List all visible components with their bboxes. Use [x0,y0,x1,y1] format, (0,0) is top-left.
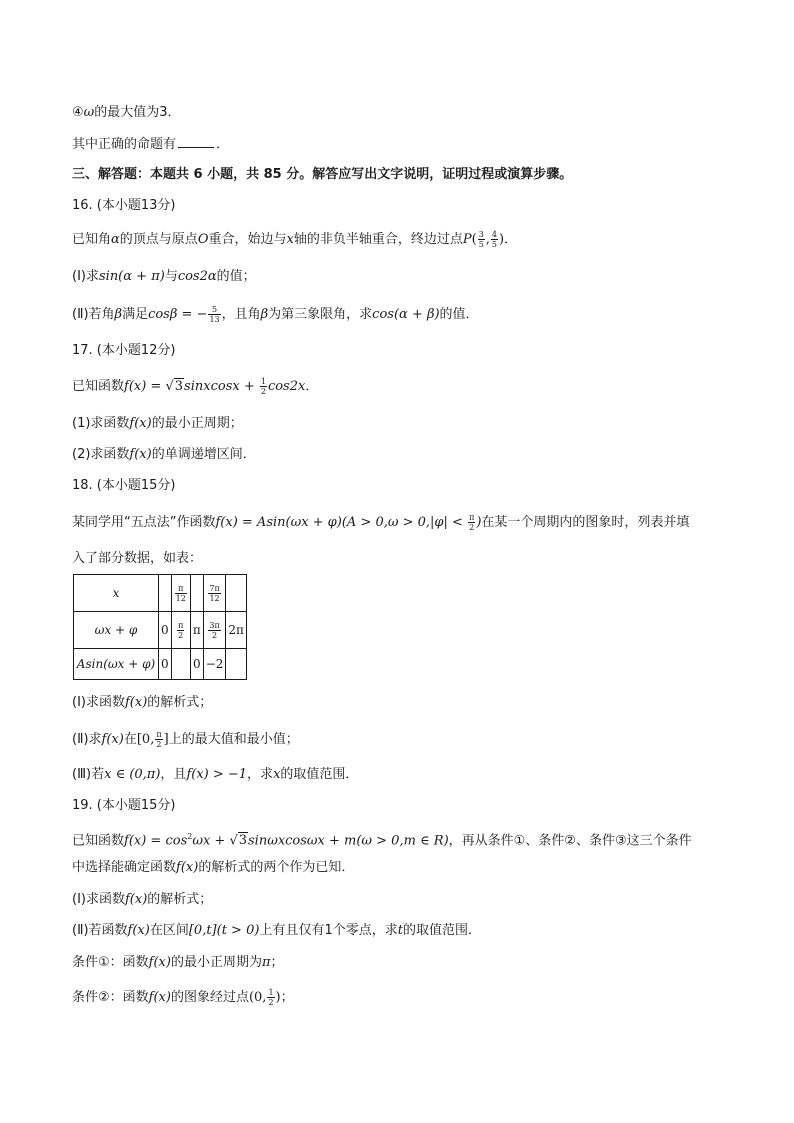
q19-function-rest: sinωxcosωx + m(ω > 0,m ∈ R) [248,833,449,849]
frac-cell [208,584,220,603]
frac-num: π [156,730,162,739]
frac-pi-2 [155,730,162,749]
frac-4-5 [491,230,498,249]
table-cell: π [190,612,203,649]
q17-dot: ． [305,379,319,394]
cond2-b: 的图象经过点 [170,990,249,1005]
cond1-c: ； [270,955,284,970]
q18-part2-c: 上的最大值和最小值； [168,732,299,747]
omega-x-expr: ωx + [192,833,230,849]
fx-expr: f(x) [176,860,199,875]
q17-stem-a: 已知函数 [72,379,125,394]
frac-den: 12 [175,593,186,603]
condition-1 [72,954,284,972]
section-heading: 三、解答题：本题共 6 小题，共 85 分。解答应写出文字说明，证明过程或演算步骤。 [72,167,573,182]
fx-expr: f(x) [129,416,152,431]
circled-4: ④ [72,105,84,120]
cos-beta-expr: cosβ = − [148,307,208,322]
cond2-c: ； [280,990,294,1005]
q19-part1-a: (Ⅰ)求函数 [72,892,125,907]
q16-part2-a: (Ⅱ)若角 [72,307,115,322]
q19-stem-d: 的解析式的两个作为已知． [198,860,355,875]
q16-part1-b: 与 [164,269,178,284]
table-header-value: Asin(ωx + φ) [74,649,159,680]
omega-var: ω [83,105,95,120]
frac-den: 2 [212,630,218,640]
q17-part1-a: (1)求函数 [72,416,130,431]
q19-stem-c: 中选择能确定函数 [72,860,177,875]
sin-expr: sin(α + π) [98,269,165,284]
q19-stem-cont [72,859,354,877]
q17-part2-b: 的单调递增区间． [151,447,256,462]
q18-part3-c: ，求 [247,767,274,782]
interval-expr: [0,t](t > 0) [188,923,260,938]
q19-stem-a: 已知函数 [72,833,125,849]
sqrt-3: √3 [229,833,248,849]
frac-cell [177,621,184,640]
pi-value: π [261,955,271,970]
table-cell [171,575,190,612]
q17-title: 17. (本小题12分) [72,343,176,358]
q16-part2-e: 的值． [439,307,479,322]
q16-part1-c: 的值； [216,269,256,284]
table-cell [171,649,190,680]
q16-stem-a: 已知角 [72,232,112,247]
q16-stem-c: 重合，始边与 [208,232,287,247]
exponent: 2 [187,832,193,841]
q18-function-expr: f(x) = Asin(ωx + φ)(A > 0,ω > 0,|φ| < [215,515,468,530]
q16-part2-b: 满足 [122,307,149,322]
q19-part2-d: 的取值范围． [402,923,481,938]
q17-stem [72,377,318,396]
table-header-phase: ωx + φ [74,612,159,649]
frac-den: 2 [268,998,274,1007]
paren-close: ) [476,515,482,530]
t-var: t [397,923,403,938]
cond1-a: 条件①：函数 [72,955,149,970]
table-cell [171,612,190,649]
table-cell [226,575,247,612]
q18-part1-b: 的解析式； [147,695,213,710]
q16-stem-e: ． [504,232,518,247]
table-cell: 0 [190,649,203,680]
q16-stem-d: 轴的非负半轴重合，终边过点 [293,232,463,247]
table-cell [159,575,172,612]
cos-sum-expr: cos(α + β) [372,307,440,322]
paren-close: ) [499,232,505,247]
x-var: x [273,767,281,782]
fx-expr: f(x) [129,447,152,462]
point-open: (0, [248,990,267,1005]
table-cell [226,649,247,680]
frac-cell [175,584,187,603]
sqrt-radicand: 3 [174,379,184,394]
table-cell [203,575,226,612]
q18-part3-b: ，且 [160,767,187,782]
origin-var: O [197,232,209,247]
q17-part2 [72,446,256,464]
frac-num: 4 [491,230,498,239]
q17-part2-a: (2)求函数 [72,447,130,462]
fx-expr: f(x) [101,732,124,747]
frac-1-2 [260,377,267,396]
q16-part1 [72,268,256,286]
table-cell [203,612,226,649]
q18-part3 [72,766,358,784]
q19-part2-c: 上有且仅有1个零点，求 [259,923,398,938]
q19-stem [72,828,692,850]
beta-var: β [260,307,269,322]
fx-expr: f(x) [124,892,148,907]
frac-num: 1 [260,377,266,386]
fx-expr: f(x) [148,955,171,970]
q19-part2-b: 在区间 [149,923,189,938]
q18-part1-a: (Ⅰ)求函数 [72,695,125,710]
table-row [74,649,247,680]
frac-num: π [175,584,187,594]
cos2x-expr: cos2x [267,379,306,394]
frac-den: 2 [156,740,162,749]
q16-stem-b: 的顶点与原点 [119,232,198,247]
frac-den: 13 [209,315,220,324]
answer-blank [178,135,214,148]
frac-den: 5 [491,240,498,249]
q19-part1-b: 的解析式； [147,892,213,907]
frac-num: 3π [209,620,220,630]
q19-stem-b: ，再从条件①、条件②、条件③这三个条件 [448,833,692,849]
inequality-expr: f(x) > −1 [186,767,248,782]
point-close: ) [275,990,281,1005]
q18-part2-b: 在 [123,732,137,747]
q18-stem-b: 在某一个周期内的图象时，列表并填 [481,515,690,530]
q19-part2 [72,922,481,940]
frac-1-2 [267,988,274,1007]
q16-part2-c: ，且角 [221,307,261,322]
q19-part1 [72,891,212,909]
frac-5-13 [208,305,220,324]
fill-blank-text: 其中正确的命题有 [72,137,177,152]
cond1-b: 的最小正周期为 [170,955,262,970]
frac-num: 3 [478,230,484,239]
frac-den: 12 [209,593,220,603]
q16-part2-d: 为第三象限角，求 [268,307,373,322]
frac-den: 2 [178,630,184,640]
table-header-x: x [74,575,159,612]
q19-title: 19. (本小题15分) [72,798,176,813]
q18-title: 18. (本小题15分) [72,478,176,493]
q17-part1 [72,415,243,433]
fx-expr: f(x) [124,695,148,710]
frac-cell [208,621,220,640]
beta-var: β [114,307,123,322]
table-row [74,575,247,612]
fx-cos-expr: f(x) = cos [124,833,188,849]
q18-part1 [72,694,212,712]
q18-stem-cont: 入了部分数据，如表： [72,551,203,566]
option-4-line [72,104,181,122]
q17-part1-b: 的最小正周期； [151,416,243,431]
frac-num: π [469,513,475,522]
table-cell [190,575,203,612]
frac-den: 5 [478,240,484,249]
q18-part2-a: (Ⅱ)求 [72,732,102,747]
q16-title: 16. (本小题13分) [72,198,176,213]
condition-2 [72,988,294,1007]
point-p: P [462,232,472,247]
x-domain-expr: x ∈ (0,π) [104,767,161,782]
cond2-a: 条件②：函数 [72,990,149,1005]
frac-3-5 [478,230,485,249]
frac-num: 1 [268,988,274,997]
fx-expr: f(x) = [124,379,166,394]
table-cell: −2 [203,649,226,680]
frac-num: 7π [209,583,220,593]
q18-stem-a: 某同学用“五点法”作函数 [72,515,216,530]
x-var: x [286,232,294,247]
q16-stem [72,230,517,249]
q16-part1-a: (Ⅰ)求 [72,269,99,284]
interval-close: ] [163,732,169,747]
table-cell: 0 [159,649,172,680]
frac-num: 5 [208,305,220,315]
sqrt-radicand: 3 [238,833,248,849]
comma: , [485,232,490,247]
q16-part2 [72,305,479,324]
frac-pi-2 [468,513,475,532]
fill-blank-end: ． [216,137,230,152]
sqrt-3: √3 [165,379,184,394]
q18-part3-a: (Ⅲ)若 [72,767,105,782]
table-cell: 2π [226,612,247,649]
alpha-var: α [111,232,120,247]
frac-den: 2 [469,523,475,532]
option-4-text: 的最大值为3． [94,105,181,120]
paren-open: ( [471,232,477,247]
q18-part2 [72,730,299,749]
fx-expr: f(x) [148,990,171,1005]
fill-blank-line [72,135,229,154]
fx-expr: f(x) [127,923,150,938]
q18-part3-d: 的取值范围． [280,767,359,782]
q18-stem [72,513,689,532]
frac-den: 2 [260,387,266,396]
interval-open: [0, [136,732,155,747]
q19-part2-a: (Ⅱ)若函数 [72,923,128,938]
table-row [74,612,247,649]
table-cell: 0 [159,612,172,649]
cos-expr: cos2α [177,269,217,284]
five-point-table [73,574,247,680]
frac-num: π [178,620,184,630]
sincos-expr: sinxcosx + [184,379,259,394]
